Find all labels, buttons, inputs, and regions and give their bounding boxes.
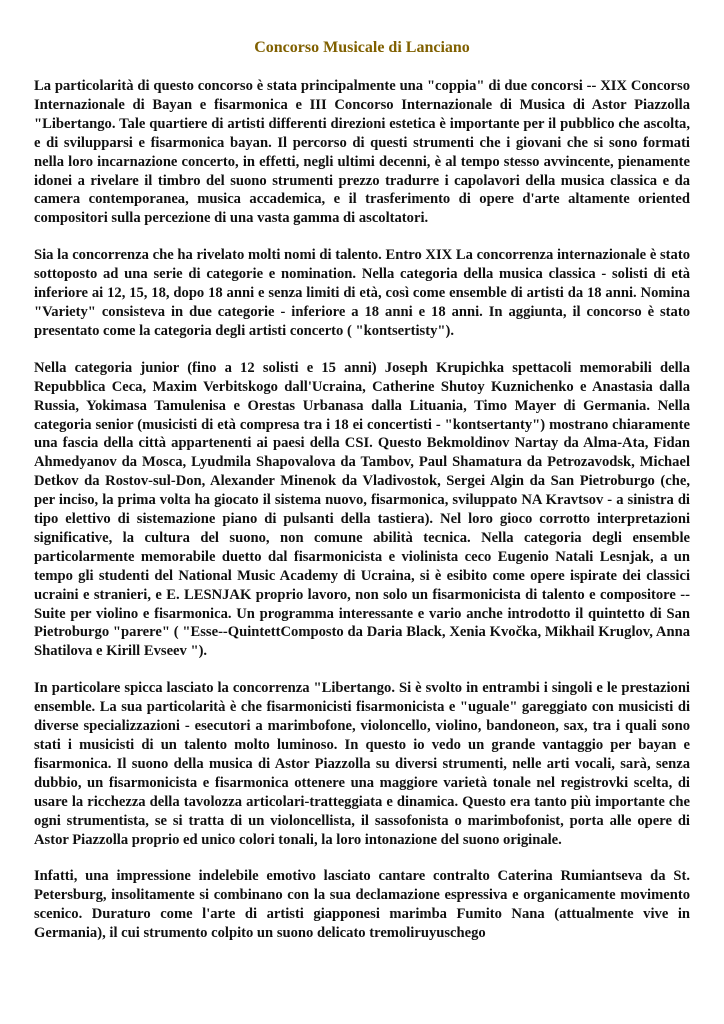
document-page (34, 38, 690, 961)
paragraph-1: La particolarità di questo concorso è stata principalmente una "coppia" di due concorsi -- XIX Concorso Internazionale di Bayan e fisarmonica e III Concorso Internazionale di Musica di Astor Piazzolla "Libertango. Tale quartiere di artisti differenti direzioni estetica è importante per il pubblico che ascolta, e di svilupparsi e fisarmonica bayan. Il percorso di questi strumenti che i giovani che si sono formati nella loro incarnazione concerto, in effetti, negli ultimi decenni, è al tempo stesso avvincente, pienamente idonei a rivelare il timbro del suono strumenti prezzo tradurre i capolavori della musica classica e da camera contemporanea, musica accademica, e il trasferimento di opere d'arte altamente oriented compositori sulla percezione di una vasta gamma di ascoltatori. (34, 78, 690, 227)
paragraph-2: Sia la concorrenza che ha rivelato molti nomi di talento. Entro XIX La concorrenza internazionale è stato sottoposto ad una serie di categorie e nomination. Nella categoria della musica classica - solisti di età inferiore ai 12, 15, 18, dopo 18 anni e senza limiti di età, così come ensemble di artisti da 18 anni. Nomina "Variety" consisteva in due categorie - inferiore a 18 anni e 18 anni. In aggiunta, il concorso è stato presentato come la categoria degli artisti concerto ( "kontsertisty"). (34, 247, 690, 339)
document-title: Concorso Musicale di Lanciano (254, 39, 470, 56)
paragraph-3: Nella categoria junior (fino a 12 solisti e 15 anni) Joseph Krupichka spettacoli memorabili della Repubblica Ceca, Maxim Verbitskogo dall'Ucraina, Catherine Shutoy Kuznichenko e Anastasia dalla Russia, Yokimasa Tamulenisa e Orestas Urbanasa dalla Lituania, Timo Mayer di Germania. Nella categoria senior (musicisti di età compresa tra i 18 ei concertisti - "kontsertanty") mostrano chiaramente una fascia della città appartenenti ai paesi della CSI. Questo Bekmoldinov Nartay da Alma-Ata, Fidan Ahmedyanov da Mosca, Lyudmila Shapovalova da Tambov, Paul Shamatura da Petrozavodsk, Michael Detkov da Rostov-sul-Don, Alexander Minenok da Vladivostok, Sergei Algin da San Pietroburgo (che, per inciso, la prima volta ha giocato il sistema nuovo, fisarmonica, sviluppato NA Kravtsov - a sinistra di tipo elettivo di sistemazione piano di pulsanti della tastiera). Nel loro gioco corrotto interpretazioni significative, la cultura del suono, non comune abilità tecnica. Nella categoria degli ensemble particolarmente memorabile duetto dal fisarmonicista e violinista ceco Eugenio Natali Lesnjak, a un tempo gli studenti del National Music Academy di Ucraina, si è esibito come opere ispirate dei classici ucraini e stranieri, e E. LESNJAK proprio lavoro, non solo un fisarmonicista di talento e compositore -- Suite per violino e fisarmonica. Un programma interessante e vario anche introdotto il quintetto di San Pietroburgo "parere" ( "Esse--QuintettComposto da Daria Black, Xenia Kvočka, Mikhail Kruglov, Anna Shatilova e Kirill Evseev "). (34, 359, 690, 660)
paragraph-4: In particolare spicca lasciato la concorrenza "Libertango. Si è svolto in entrambi i singoli e le prestazioni ensemble. La sua particolarità è che fisarmonicisti fisarmonicista e "uguale" gareggiato con musicisti di diverse specializzazioni - esecutori a marimbofone, violoncello, violino, bandoneon, sax, tra i quali sono stati i musicisti di un talento molto luminoso. In questo io vedo un grande vantaggio per bayan e fisarmonica. Il suono della musica di Astor Piazzolla su diversi strumenti, nelle arti vocali, sarà, senza dubbio, un fisarmonicista e fisarmonica ottenere una maggiore varietà tonale nel registrovki scelta, di usare la ricchezza della tavolozza articolari-tratteggiata e dinamica. Questo era tanto più importante che ogni strumentista, se si tratta di un violoncellista, il sassofonista o marimbofonist, porta alle opere di Astor Piazzolla proprio ed unico colori tonali, la loro intonazione del suono originale. (34, 680, 690, 848)
paragraph-5: Infatti, una impressione indelebile emotivo lasciato cantare contralto Caterina Rumiantseva da St. Petersburg, insolitamente si combinano con la sua declamazione espressiva e organicamente movimento scenico. Duraturo come l'arte di artisti giapponesi marimba Fumito Nana (attualmente vive in Germania), il cui strumento colpito un suono delicato tremoliruyuschego (34, 868, 690, 942)
